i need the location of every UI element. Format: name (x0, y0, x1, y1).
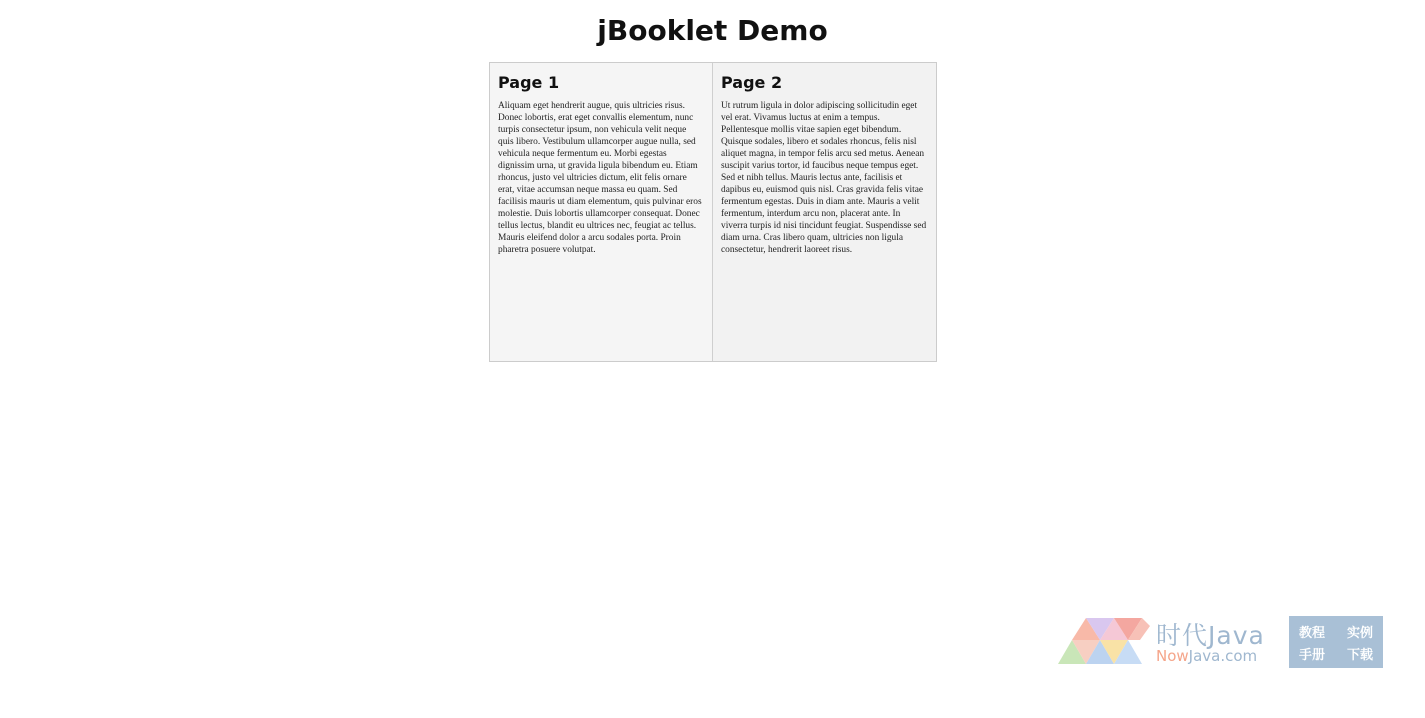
page-heading: Page 2 (721, 73, 783, 92)
booklet-page-1[interactable] (490, 63, 713, 361)
watermark-link-examples[interactable]: 实例 (1346, 625, 1373, 641)
page-heading: Page 1 (498, 73, 560, 92)
watermark-link-box (1289, 616, 1383, 668)
watermark-brand-en-prefix: Now (1156, 647, 1189, 665)
site-watermark (1058, 614, 1384, 668)
watermark-link-tutorial[interactable]: 教程 (1299, 625, 1326, 641)
page-title: jBooklet Demo (597, 14, 828, 47)
page-body-text: Aliquam eget hendrerit augue, quis ultricies risus. Donec lobortis, erat eget convallis elementum, nunc turpis consectetur ipsum, non vehicula velit neque quis libero. Vestibulum ullamcorper augue nulla, sed vehicula neque fermentum eu. Morbi egestas dignissim urna, ut gravida ligula bibendum eu. Etiam rhoncus, justo vel ultricies dictum, elit felis ornare erat, vitae accumsan neque massa eu quam. Sed facilisis mauris ut diam elementum, quis pulvinar eros molestie. Duis lobortis ullamcorper consequat. Donec tellus lectus, blandit eu ultrices nec, feugiat ac tellus. Mauris eleifend dolor a arcu sodales porta. Proin pharetra posuere volutpat. (498, 101, 702, 255)
watermark-brand-en (1156, 647, 1257, 665)
triangle-logo-icon (1058, 618, 1150, 666)
watermark-brand-cn: 时代Java (1156, 621, 1265, 650)
watermark-link-manual[interactable]: 手册 (1299, 647, 1326, 663)
page-body-text: Ut rutrum ligula in dolor adipiscing sollicitudin eget vel erat. Vivamus luctus at enim a tempus. Pellentesque mollis vitae sapien eget bibendum. Quisque sodales, libero et sodales rhoncus, felis nisl aliquet magna, in tempor felis arcu sed metus. Aenean suscipit varius tortor, id faucibus neque tempus eget. Sed et nibh tellus. Mauris lectus ante, facilisis et dapibus eu, euismod quis nisl. Cras gravida felis vitae fermentum egestas. Duis in diam ante. Mauris a velit fermentum, interdum arcu non, placerat ante. In viverra turpis id nisi tincidunt feugiat. Suspendisse sed diam urna. Cras libero quam, ultricies non ligula consectetur, hendrerit laoreet risus. (721, 101, 927, 255)
booklet[interactable] (489, 62, 937, 362)
watermark-link-download[interactable]: 下载 (1346, 647, 1373, 663)
watermark-brand-en-suffix: Java.com (1188, 647, 1258, 665)
booklet-page-2[interactable] (713, 63, 936, 361)
